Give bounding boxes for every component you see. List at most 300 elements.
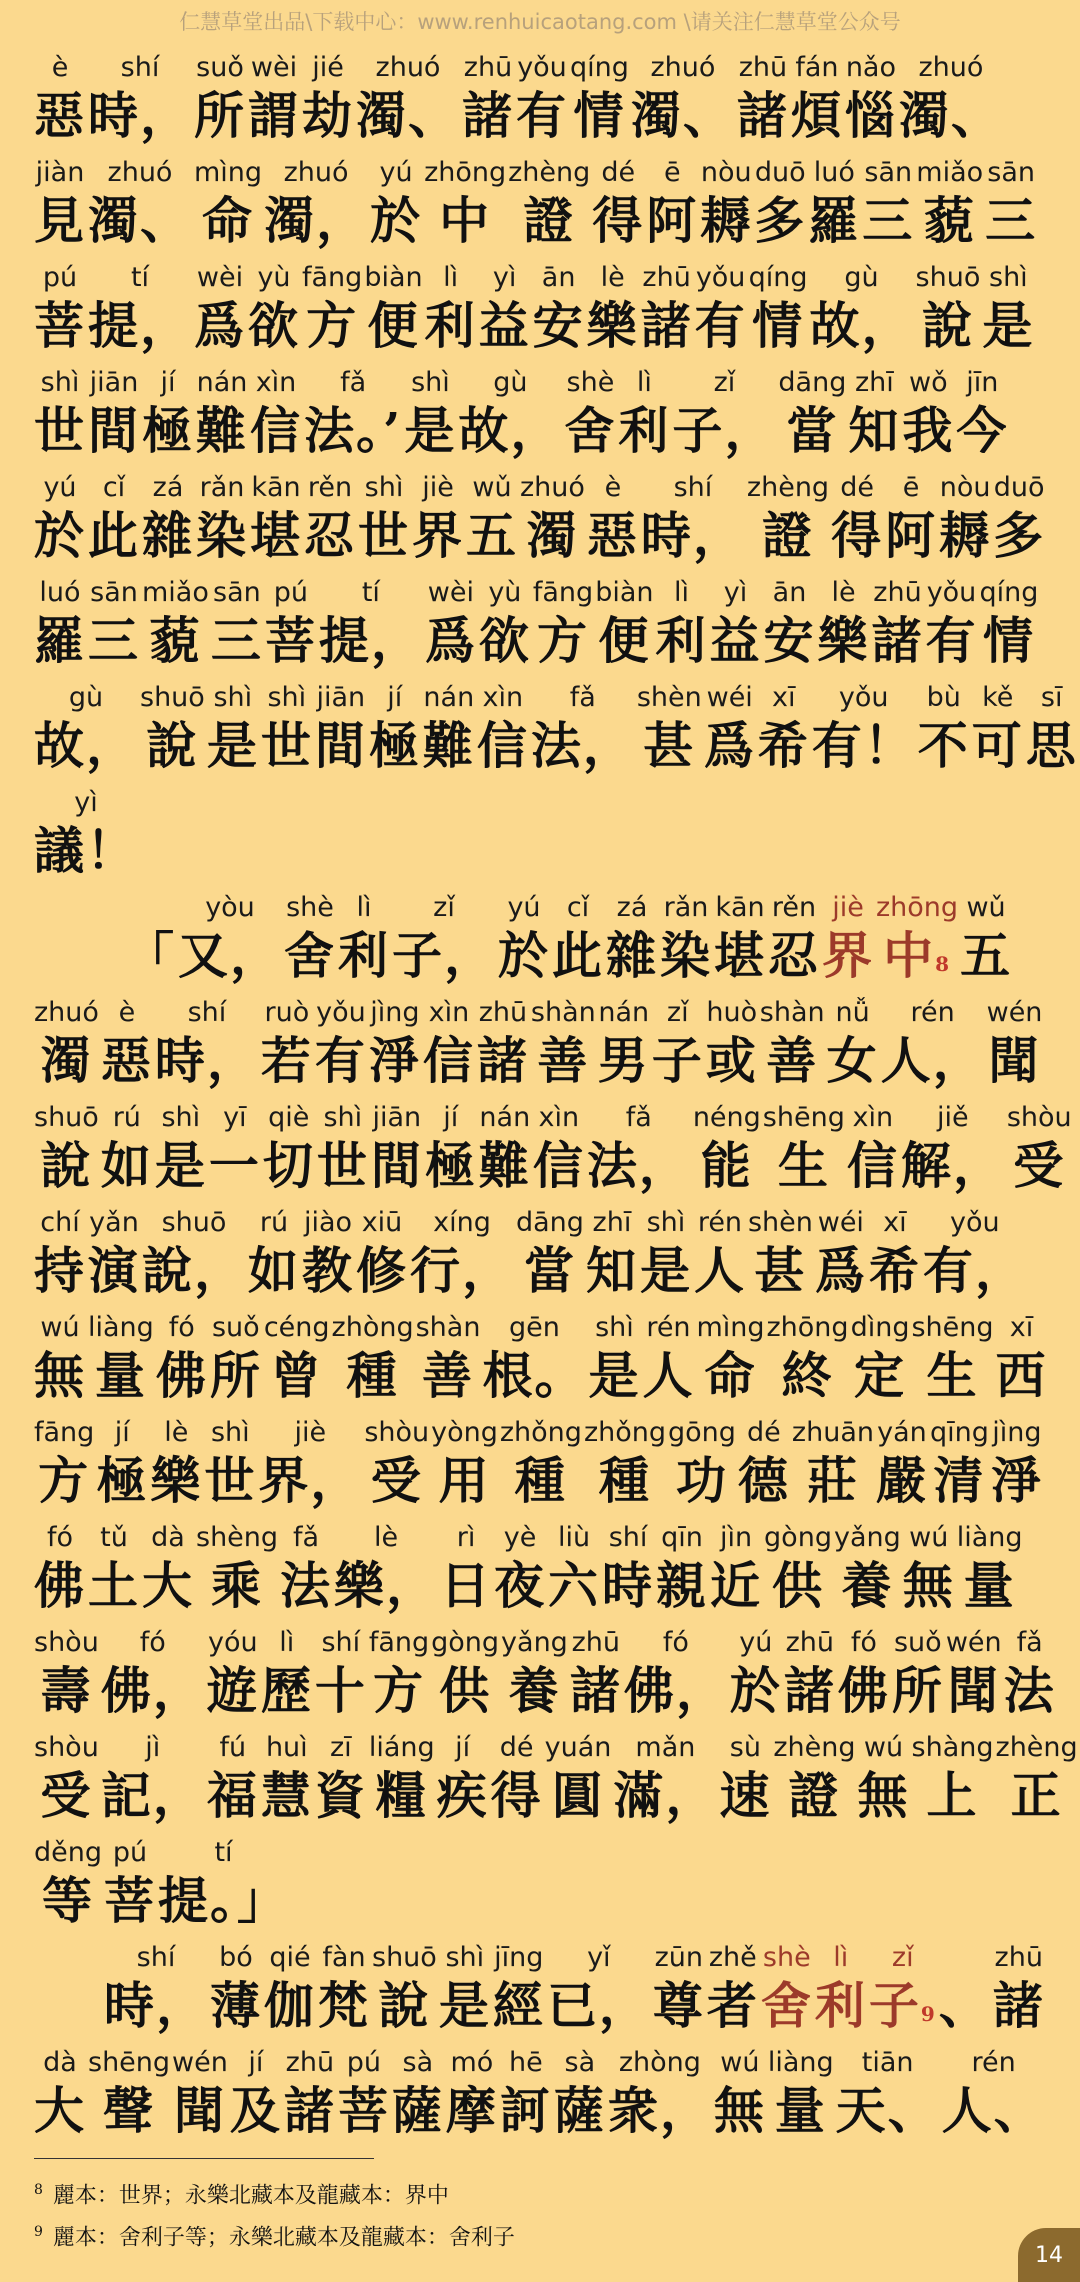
hanzi: 堪 — [250, 506, 302, 565]
pinyin: miǎo — [142, 577, 209, 608]
hanzi: 信 — [250, 401, 302, 460]
hanzi: 量 — [774, 2081, 827, 2140]
pinyin: lì — [279, 1627, 295, 1658]
ruby-word — [533, 261, 585, 357]
ruby-word — [372, 1941, 437, 2037]
hanzi: 善 — [537, 1031, 590, 1090]
pinyin: shēng — [911, 1312, 994, 1343]
hanzi: 三 — [88, 611, 140, 670]
ruby-word — [318, 1941, 370, 2037]
ruby-word — [831, 471, 883, 567]
hanzi: 安 — [763, 611, 816, 670]
ruby-word — [869, 1941, 937, 2037]
pinyin: shì — [267, 682, 307, 713]
header-watermark: 仁慧草堂出品\下载中心：www.renhuicaotang.com \请关注仁慧草堂公众号 — [179, 10, 901, 34]
pinyin: zhuó — [34, 997, 99, 1028]
pinyin: fǎ — [1016, 1627, 1043, 1658]
hanzi: 時， — [154, 1031, 259, 1090]
pinyin: tiān — [861, 2047, 914, 2078]
hanzi: 所 — [209, 1346, 262, 1405]
pinyin: pú — [42, 262, 78, 293]
pinyin: suǒ — [893, 1627, 942, 1658]
pinyin: zhèng — [508, 157, 591, 188]
ruby-word — [768, 2046, 834, 2142]
pinyin: pú — [112, 1837, 148, 1868]
hanzi: 等 — [42, 1871, 94, 1930]
ruby-word — [642, 1311, 694, 1407]
pinyin: shí — [136, 1942, 176, 1973]
hanzi: 得 — [490, 1766, 543, 1825]
ruby-word — [640, 1206, 692, 1302]
pinyin: rú — [112, 1102, 141, 1133]
hanzi: 煩 — [790, 86, 843, 145]
ruby-word — [761, 1941, 813, 2037]
pinyin: gù — [68, 682, 104, 713]
pinyin: zhuó — [283, 157, 349, 188]
hanzi: 此 — [552, 926, 604, 985]
ruby-word — [88, 1206, 140, 1302]
ruby-word — [142, 1206, 246, 1302]
pinyin: qíng — [979, 577, 1039, 608]
pinyin: shàn — [759, 997, 825, 1028]
hanzi: 世 — [358, 506, 410, 565]
hanzi: 法 — [1003, 1661, 1056, 1720]
ruby-word — [748, 1206, 813, 1302]
ruby-word — [356, 51, 460, 147]
hanzi: 說 — [146, 716, 199, 775]
ruby-word — [371, 1101, 423, 1197]
pinyin: nán — [598, 997, 650, 1028]
hanzi: 諸 — [871, 611, 924, 670]
ruby-word — [104, 1941, 208, 2037]
ruby-word — [827, 996, 879, 1092]
pinyin: yǒu — [950, 1207, 1000, 1238]
hanzi: 資 — [314, 1766, 367, 1825]
pinyin: yè — [503, 1522, 537, 1553]
hanzi: 受 — [40, 1766, 93, 1825]
hanzi: 利 — [814, 1976, 867, 2035]
ruby-word — [838, 1626, 890, 1722]
ruby-word — [501, 1626, 568, 1722]
ruby-word — [194, 51, 246, 147]
text-line — [34, 1617, 1056, 1722]
ruby-word — [34, 681, 138, 777]
ruby-word — [477, 996, 529, 1092]
hanzi: 解， — [900, 1136, 1005, 1195]
ruby-word — [334, 1521, 438, 1617]
ruby-word — [706, 996, 758, 1092]
ruby-word — [315, 1626, 367, 1722]
hanzi: 耨 — [939, 506, 992, 565]
pinyin: shèn — [747, 1207, 813, 1238]
hanzi: 量 — [94, 1346, 147, 1405]
ruby-word — [425, 261, 477, 357]
ruby-word — [613, 1731, 717, 1827]
hanzi: 樂， — [334, 1556, 439, 1615]
hanzi: 五 — [466, 506, 518, 565]
hanzi: 世 — [34, 401, 86, 460]
pinyin: tí — [130, 262, 150, 293]
hanzi: 有， — [922, 1241, 1027, 1300]
ruby-word — [437, 1731, 489, 1827]
ruby-word — [885, 471, 937, 567]
ruby-word — [693, 1101, 761, 1197]
ruby-word — [250, 366, 302, 462]
pinyin: zǐ — [713, 367, 736, 398]
hanzi: 所 — [194, 86, 246, 145]
hanzi: 時， — [88, 86, 192, 145]
hanzi: 雜 — [142, 506, 194, 565]
hanzi: 有 — [314, 1031, 367, 1090]
pinyin: jiè — [832, 892, 864, 923]
hanzi: 知 — [585, 1241, 638, 1300]
ruby-word — [508, 156, 590, 252]
pinyin: jì — [145, 1732, 161, 1763]
ruby-word — [719, 1731, 771, 1827]
hanzi: 親 — [656, 1556, 709, 1615]
footnote-item — [34, 2172, 515, 2214]
pinyin: è — [118, 997, 136, 1028]
hanzi: 子 — [651, 1031, 704, 1090]
hanzi: 佛 — [837, 1661, 890, 1720]
ruby-word — [694, 1206, 746, 1302]
text-line — [34, 1722, 1078, 1827]
hanzi: 日 — [440, 1556, 493, 1615]
ruby-word — [207, 1731, 259, 1827]
pinyin: shòu — [34, 1627, 99, 1658]
ruby-word — [836, 2046, 940, 2142]
ruby-word — [916, 156, 983, 252]
pinyin: xìn — [255, 367, 297, 398]
hanzi: 惱 — [844, 86, 897, 145]
ruby-word — [332, 1311, 414, 1407]
text-line — [34, 252, 1046, 357]
hanzi: 有 — [694, 296, 747, 355]
pinyin: yóu — [208, 1627, 258, 1658]
pinyin: shèng — [196, 1522, 279, 1553]
ruby-word — [263, 1101, 315, 1197]
ruby-word — [317, 1101, 369, 1197]
hanzi: 大 — [142, 1556, 194, 1615]
pinyin: zhuó — [650, 52, 716, 83]
ruby-word — [34, 1101, 99, 1197]
pinyin: fàn — [322, 1942, 366, 1973]
pinyin: yǎng — [833, 1522, 901, 1553]
ruby-word — [494, 1521, 546, 1617]
ruby-word — [862, 156, 914, 252]
ruby-word — [479, 261, 531, 357]
pinyin: shì — [595, 1312, 634, 1343]
hanzi: 可 — [971, 716, 1024, 775]
ruby-word — [547, 1941, 651, 2037]
ruby-word — [315, 681, 367, 777]
hanzi: 若 — [260, 1031, 313, 1090]
footnote-ref[interactable]: 9 — [920, 2002, 937, 2026]
hanzi: 我 — [902, 401, 955, 460]
pinyin: shuō — [34, 1102, 99, 1133]
pinyin: nòu — [939, 472, 991, 503]
hanzi: 羅 — [808, 191, 861, 250]
text-line — [34, 987, 1046, 1092]
ruby-word — [763, 1101, 845, 1197]
hanzi: 忍 — [768, 926, 820, 985]
ruby-word — [956, 366, 1008, 462]
pinyin: dé — [499, 1732, 534, 1763]
hanzi: 利 — [338, 926, 390, 985]
ruby-word — [196, 471, 248, 567]
pinyin: ān — [541, 262, 576, 293]
ruby-word — [714, 891, 766, 987]
hanzi: 曾 — [270, 1346, 323, 1405]
pinyin: rì — [456, 1522, 476, 1553]
hanzi: 是 — [639, 1241, 692, 1300]
ruby-word — [196, 366, 248, 462]
pinyin: liàng — [767, 2047, 834, 2078]
pinyin: jìn — [719, 1522, 753, 1553]
ruby-word — [892, 1626, 944, 1722]
hanzi: 受 — [1013, 1136, 1066, 1195]
ruby-word — [34, 51, 86, 147]
ruby-word — [942, 2046, 1046, 2142]
hanzi: 清 — [933, 1451, 986, 1510]
hanzi: 衆， — [607, 2081, 712, 2140]
hanzi: 當 — [523, 1241, 576, 1300]
ruby-word — [34, 1416, 94, 1512]
text-line — [34, 147, 1046, 252]
hanzi: 行， — [410, 1241, 514, 1300]
ruby-word — [142, 471, 194, 567]
pinyin: fāng — [532, 577, 594, 608]
hanzi: 菩 — [104, 1871, 157, 1930]
hanzi: 惡 — [100, 1031, 153, 1090]
pinyin: jiān — [316, 682, 366, 713]
pinyin: jí — [114, 1417, 130, 1448]
pinyin: lì — [833, 1942, 849, 1973]
hanzi: 定 — [854, 1346, 907, 1405]
pinyin: zī — [329, 1732, 352, 1763]
hanzi: 方 — [537, 611, 590, 670]
hanzi: 方 — [38, 1451, 91, 1510]
hanzi: 者 — [706, 1976, 759, 2035]
hanzi: 摩 — [445, 2081, 498, 2140]
pinyin: biàn — [364, 262, 423, 293]
ruby-word — [392, 891, 496, 987]
hanzi: 佛， — [100, 1661, 205, 1720]
hanzi: 樂 — [586, 296, 639, 355]
pinyin: yòu — [205, 892, 255, 923]
pinyin: yú — [507, 892, 541, 923]
hanzi: 信 — [532, 1136, 585, 1195]
pinyin: nǚ — [835, 997, 870, 1028]
pinyin: mó — [450, 2047, 494, 2078]
pinyin: wèi — [196, 262, 244, 293]
ruby-word — [996, 1731, 1078, 1827]
pinyin: liù — [557, 1522, 591, 1553]
pinyin: qié — [269, 1942, 311, 1973]
ruby-word — [845, 51, 897, 147]
pinyin: kě — [982, 682, 1014, 713]
ruby-word — [808, 156, 860, 252]
hanzi: 是 — [588, 1346, 641, 1405]
ruby-word — [1007, 1101, 1072, 1197]
hanzi: 養 — [508, 1661, 561, 1720]
hanzi: 是 — [438, 1976, 491, 2035]
ruby-word — [458, 366, 562, 462]
pinyin: shēng — [88, 2047, 171, 2078]
hanzi: 中$^8$ — [883, 926, 951, 985]
ruby-word — [88, 576, 140, 672]
hanzi: 方 — [306, 296, 359, 355]
ruby-word — [210, 1941, 262, 2037]
pinyin: sù — [729, 1732, 761, 1763]
pinyin: shí — [608, 1522, 648, 1553]
pinyin: qīng — [929, 1417, 989, 1448]
hanzi: 命 — [202, 191, 255, 250]
pinyin: shēng — [762, 1102, 845, 1133]
ruby-word — [564, 366, 616, 462]
ruby-word — [88, 366, 140, 462]
pinyin: zhū — [994, 1942, 1043, 1973]
hanzi: 中 — [439, 191, 492, 250]
pinyin: qíng — [748, 262, 808, 293]
pinyin: wéi — [817, 1207, 864, 1238]
ruby-word — [172, 2046, 228, 2142]
ruby-word — [34, 786, 138, 882]
pinyin: fán — [795, 52, 839, 83]
hanzi: 於 — [34, 506, 86, 565]
hanzi: 慧 — [260, 1766, 313, 1825]
footnote-ref[interactable]: 8 — [935, 952, 951, 976]
hanzi: 「 — [124, 926, 176, 985]
ruby-word — [280, 1521, 332, 1617]
hanzi: 近 — [710, 1556, 763, 1615]
ruby-word — [754, 156, 806, 252]
ruby-word — [696, 1311, 764, 1407]
ruby-word — [738, 1416, 790, 1512]
ruby-word — [479, 576, 531, 672]
ruby-word — [876, 1416, 928, 1512]
hanzi: 法， — [530, 716, 635, 775]
hanzi: 法， — [586, 1136, 691, 1195]
ruby-word — [902, 366, 954, 462]
ruby-word — [194, 156, 262, 252]
hanzi: 是 — [404, 401, 457, 460]
ruby-word — [482, 1311, 586, 1407]
hanzi: 界， — [258, 1451, 363, 1510]
hanzi: 濁、 — [630, 86, 735, 145]
pinyin: fó — [850, 1627, 877, 1658]
text-line — [34, 1092, 1072, 1197]
hanzi: 能 — [700, 1136, 753, 1195]
pinyin: zhū — [478, 997, 528, 1028]
hanzi: 難 — [196, 401, 248, 460]
ruby-word — [939, 471, 991, 567]
ruby-word — [903, 1521, 955, 1617]
pinyin: shuō — [372, 1942, 437, 1973]
ruby-word — [737, 51, 789, 147]
ruby-word — [810, 261, 914, 357]
ruby-word — [552, 891, 604, 987]
hanzi: 阿 — [646, 191, 699, 250]
ruby-word — [34, 1311, 86, 1407]
hanzi: 德 — [737, 1451, 790, 1510]
hanzi: 難 — [478, 1136, 531, 1195]
ruby-word — [656, 1521, 708, 1617]
ruby-word — [714, 2046, 766, 2142]
pinyin: rǎn — [663, 892, 709, 923]
hanzi: 希 — [757, 716, 810, 775]
hanzi: 種 — [346, 1346, 399, 1405]
hanzi: 利 — [424, 296, 477, 355]
hanzi: 遊 — [206, 1661, 259, 1720]
hanzi: 訶 — [499, 2081, 552, 2140]
pinyin: fāng — [302, 262, 363, 293]
hanzi: 及 — [229, 2081, 282, 2140]
text-line — [34, 882, 1046, 987]
pinyin: liáng — [368, 1732, 435, 1763]
hanzi: 人、 — [941, 2081, 1046, 2140]
hanzi: 極 — [96, 1451, 149, 1510]
hanzi: 欲 — [478, 611, 531, 670]
ruby-word — [207, 681, 259, 777]
ruby-word — [960, 891, 1012, 987]
hanzi: 濁 — [40, 1031, 93, 1090]
hanzi: 爲 — [703, 716, 756, 775]
hanzi: 界 — [412, 506, 464, 565]
hanzi: 知 — [848, 401, 901, 460]
pinyin: yán — [877, 1417, 927, 1448]
ruby-word — [851, 1311, 910, 1407]
ruby-word — [439, 1941, 491, 2037]
ruby-word — [768, 891, 820, 987]
ruby-word — [1026, 681, 1078, 777]
hanzi: 間 — [314, 716, 367, 775]
ruby-word — [248, 1206, 300, 1302]
ruby-word — [142, 1521, 194, 1617]
pinyin: hē — [508, 2047, 543, 2078]
pinyin: jīn — [966, 367, 999, 398]
pinyin: yì — [723, 577, 748, 608]
hanzi: 五 — [960, 926, 1013, 985]
hanzi: 嚴 — [875, 1451, 928, 1510]
ruby-word — [982, 261, 1034, 357]
hanzi: 堪 — [714, 926, 766, 985]
pinyin: ān — [772, 577, 807, 608]
pinyin: zhī — [854, 367, 894, 398]
hanzi: 教 — [302, 1241, 354, 1300]
hanzi: 利 — [618, 401, 671, 460]
ruby-word — [584, 1416, 666, 1512]
pinyin: fó — [662, 1627, 689, 1658]
ruby-word — [791, 51, 843, 147]
pinyin: jiě — [937, 1102, 969, 1133]
pinyin: zhòng — [331, 1312, 414, 1343]
ruby-word — [926, 576, 978, 672]
ruby-word — [834, 1521, 901, 1617]
ruby-word — [500, 2046, 552, 2142]
hanzi: 聞 — [947, 1661, 1000, 1720]
hanzi: 舍 — [284, 926, 336, 985]
pinyin: sān — [213, 577, 261, 608]
ruby-word — [784, 1626, 836, 1722]
ruby-word — [404, 366, 456, 462]
pinyin: wú — [863, 1732, 904, 1763]
ruby-word — [749, 261, 808, 357]
pinyin: luó — [813, 157, 855, 188]
hanzi: 供 — [439, 1661, 492, 1720]
hanzi: 有 — [925, 611, 978, 670]
hanzi: 證 — [523, 191, 576, 250]
